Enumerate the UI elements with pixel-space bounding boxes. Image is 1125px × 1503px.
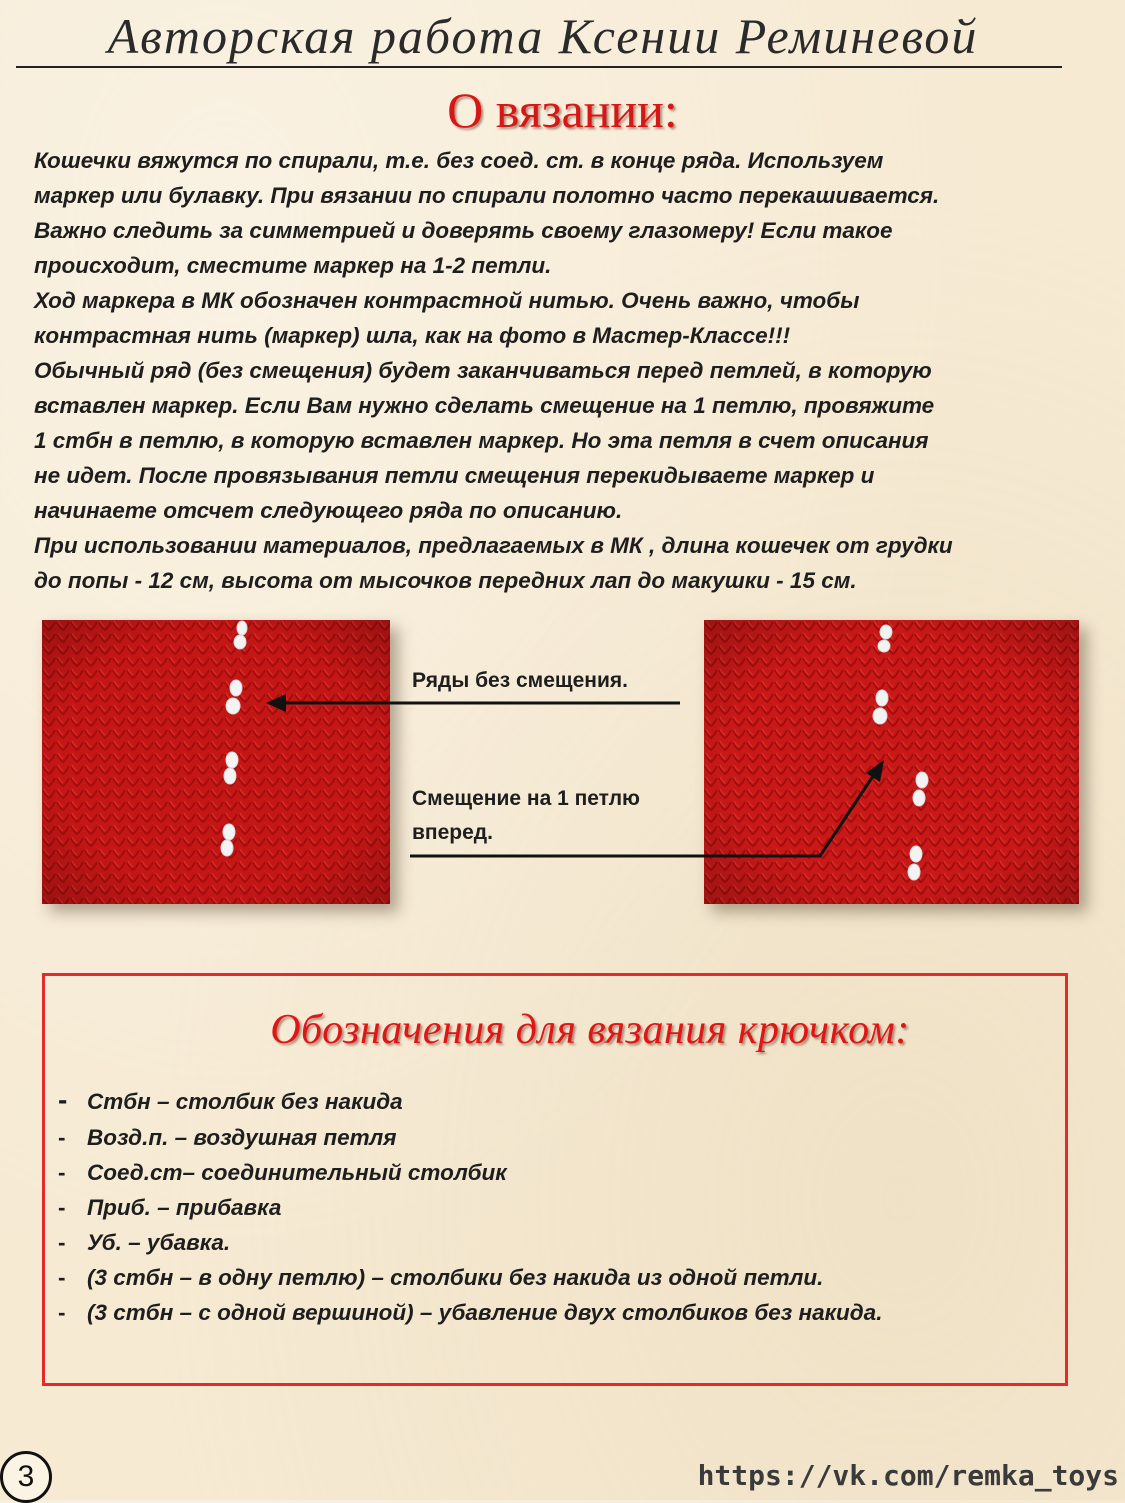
page-number: 3 <box>0 1451 52 1503</box>
text-line: маркер или булавку. При вязании по спирали полотно часто перекашивается. <box>34 183 940 208</box>
label-shift-line1: Смещение на 1 петлю <box>412 787 640 810</box>
text-line: Обычный ряд (без смещения) будет заканчиваться перед петлей, в которую <box>34 358 932 383</box>
bullet-dash: - <box>58 1230 66 1255</box>
bullet-dash: - <box>58 1300 66 1325</box>
text-line: Важно следить за симметрией и доверять своему глазомеру! Если такое <box>34 218 893 243</box>
author-header: Авторская работа Ксении Реминевой <box>107 8 979 64</box>
legend-item-text: (3 стбн – с одной вершиной) – убавление двух столбиков без накида. <box>87 1300 883 1325</box>
label-shift-line2: вперед. <box>412 821 493 844</box>
legend-list <box>58 1080 1048 1330</box>
text-line: Кошечки вяжутся по спирали, т.е. без соед. ст. в конце ряда. Используем <box>34 148 884 173</box>
legend-item <box>58 1120 1048 1155</box>
text-line: происходит, сместите маркер на 1-2 петли. <box>34 253 552 278</box>
bullet-dash: - <box>58 1160 66 1185</box>
text-line: контрастная нить (маркер) шла, как на фото в Мастер-Классе!!! <box>34 323 791 348</box>
bullet-dash: - <box>58 1084 68 1115</box>
legend-item <box>58 1155 1048 1190</box>
arrow-shift-head <box>866 760 884 782</box>
legend-item-text: Соед.ст– соединительный столбик <box>87 1160 507 1185</box>
text-line: Ход маркера в МК обозначен контрастной нитью. Очень важно, чтобы <box>34 288 860 313</box>
legend-item-text: Стбн – столбик без накида <box>87 1089 403 1114</box>
bullet-dash: - <box>58 1195 66 1220</box>
legend-item <box>58 1080 1048 1120</box>
legend-item-text: Возд.п. – воздушная петля <box>87 1125 397 1150</box>
legend-item <box>58 1190 1048 1225</box>
arrow-shift-line <box>410 770 877 856</box>
text-line: 1 стбн в петлю, в которую вставлен маркер. Но эта петля в счет описания <box>34 428 929 453</box>
text-line: При использовании материалов, предлагаемых в МК , длина кошечек от грудки <box>34 533 953 558</box>
legend-item-text: (3 стбн – в одну петлю) – столбики без накида из одной петли. <box>87 1265 824 1290</box>
footer-url-link[interactable]: https://vk.com/remka_toys <box>697 1459 1119 1492</box>
text-line: не идет. После провязывания петли смещения перекидываете маркер и <box>34 463 875 488</box>
text-line: начинаете отсчет следующего ряда по описанию. <box>34 498 623 523</box>
bullet-dash: - <box>58 1125 66 1150</box>
legend-item <box>58 1295 1048 1330</box>
text-line: вставлен маркер. Если Вам нужно сделать смещение на 1 петлю, провяжите <box>34 393 935 418</box>
arrow-no-shift-head <box>266 694 286 712</box>
legend-item <box>58 1260 1048 1295</box>
text-line: до попы - 12 см, высота от мысочков передних лап до макушки - 15 см. <box>34 568 857 593</box>
legend-item <box>58 1225 1048 1260</box>
section-title: О вязании: <box>447 82 678 138</box>
legend-item-text: Уб. – убавка. <box>87 1230 231 1255</box>
bullet-dash: - <box>58 1265 66 1290</box>
label-no-shift: Ряды без смещения. <box>412 669 628 692</box>
legend-item-text: Приб. – прибавка <box>87 1195 282 1220</box>
legend-title: Обозначения для вязания крючком: <box>270 1007 910 1053</box>
